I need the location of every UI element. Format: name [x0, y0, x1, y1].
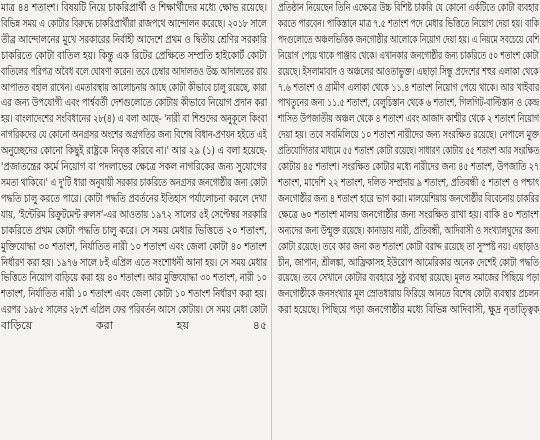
text-line: কোটা রয়েছে। তবে কার জন্য কত শতাংশ কোটা বরাদ্দ রয়েছে তা সুস্পষ্ট নয়। এছাড়াও — [278, 239, 539, 253]
text-line: পাখতুনের জন্য ১১.৫ শতাংশ, বেলুচিস্তান থেকে ৬ শতাংশ, গিলগিট-বাল্টিস্তান ও কেন্দ্র — [278, 96, 539, 110]
text-line: সমতা থাকিবে।' এ দু'টি ধারা অনুযায়ী সরকার চাকরিতে অনগ্রসর জনগোষ্ঠীর জন্য কোটা — [1, 175, 267, 189]
text-line: অন্যদের জন্য উন্মুক্ত রয়েছে। কানাডায় নারী, প্রতিবন্ধী, আদিবাসী ও সংখ্যালঘুদের জন্য — [278, 223, 539, 237]
text-line: যায়, 'ইন্টেরিম রিক্রুটমেন্ট রুলস'-এর আওতায় ১৯৭২ সালের ৫ই সেপ্টেম্বর সরকারি — [1, 207, 267, 221]
text-line: আপাতত বহাল রাখেন। এমতাবস্থায় আলোচনায় আছে কোটা কীভাবে চালু রয়েছে, কারা — [1, 80, 267, 94]
text-line: এরপর ১৯৮৫ সালের ২৮শে এপ্রিল ফের পরিবর্তন আসে কোটায়। সে সময় মেধা কোটা — [1, 303, 267, 317]
text-line: শাসিত উপজাতীয় অঞ্চল থেকে ৪ শতাংশ এবং আজাদ কাশ্মীর থেকে ২ শতাংশ নিয়োগ — [278, 112, 539, 126]
text-line: ৭.৬ শতাংশ ও গ্রামীণ এলাকা থেকে ১১.৪ শতাংশ নিয়োগ পেয়ে থাকে। আর খাইবার — [278, 80, 539, 94]
text-line: বাতিলের পরিপত্র অবৈধ বলে ঘোষণা করেন। তবে চেম্বার আদালতও উচ্চ আদালতের রায় — [1, 64, 267, 78]
text-line: কোটায় ৪৫ শতাংশ। সংরক্ষিত কোটার মধ্যে নারীদের জন্য ৪৫ শতাংশ, উপজাতি ২৭ — [278, 160, 539, 174]
text-line: চাকরিতে কোটা বাতিল হয়। কিন্তু এক রিটের প্রেক্ষিতে সম্প্রতি হাইকোর্ট কোটা — [1, 48, 267, 62]
text-line: দেয়া হয়। তবে সবমিলিয়ে ১০ শতাংশ নারীদের জন্য সংরক্ষিত রয়েছে। নেপালে মুক্ত — [278, 128, 539, 142]
column-divider — [271, 0, 272, 440]
text-line: নাগরিকদের যে কোনো অনগ্রসর অংশের অগ্রগতির জন্য বিশেষ বিধান-প্রণয়ন হইতে এই — [1, 128, 267, 142]
text-line: শতাংশ, মাদেশি ২২ শতাংশ, দলিত সম্প্রদায় ৯ শতাংশ, প্রতিবন্ধী ৫ শতাংশ ও পশ্চাৎ — [278, 175, 539, 189]
text-line: পদ্ধতি চালু করতে পারে। কোটা পদ্ধতি প্রবর্তনের ইতিহাস পর্যালোচনা করলে দেখা — [1, 191, 267, 205]
text-line: নিয়োগ পেয়ে থাকে পাঞ্জাব থেকে। এখানকার জনগোষ্ঠীর জন্য চাকরিতে ৫০ শতাংশ কোটা — [278, 48, 539, 62]
text-line: বিভিন্ন সময় এ কোটার বিরুদ্ধে চাকরিপ্রার্থীরা রাজপথে আন্দোলন করেছে। ২০১৮ সালে — [1, 16, 267, 30]
text-line: রয়েছে। তবে সেখানে কোটার ব্যবহারে সুষ্ঠু ব্যবস্থা রয়েছে। মূলত সমাজের পিছিয়ে পড়া — [278, 271, 539, 285]
text-line: ভিত্তিতে নিয়োগ বাড়িয়ে করা হয় ৪০ শতাংশ। আর মুক্তিযোদ্ধা ৩০ শতাংশ, নারী ১০ — [1, 271, 267, 285]
text-line: চাকরিতে প্রথম কোটা পদ্ধতি চালু করে। সে সময় মেধার ভিত্তিতে ২০ শতাংশ, — [1, 223, 267, 237]
text-line: 'প্রজাতন্ত্রের কর্মে নিয়োগ বা পদলাভের ক্ষেত্রে সকল নাগরিকের জন্য সুযোগের — [1, 160, 267, 174]
text-line: তীব্র আন্দোলনের মুখে সরকারের নির্বাহী আদেশে প্রথম ও দ্বিতীয় শ্রেণির সরকারি — [1, 32, 267, 46]
text-line: জনগোষ্ঠীকে জনসংখ্যার মূল স্রোতধারায় ফিরিয়ে আনতে বিশেষ কোটা ব্যবস্থার প্রচলন — [278, 287, 539, 301]
text-line: মুক্তিযোদ্ধা ৩০ শতাংশ, নির্যাতিত নারী ১০ শতাংশ এবং জেলা কোটা ৪০ শতাংশ — [1, 239, 267, 253]
text-line: করা হয়েছে। পিছিয়ে পড়া জনগোষ্ঠীর মধ্যে বিভিন্ন আদিবাসী, ক্ষুদ্র নৃতাত্ত্বিক — [278, 303, 539, 317]
text-line: প্রতিযোগিতার মাধ্যমে ৫৫ শতাংশ কোটা রয়েছে। সাধারণ কোটায় ৫৫ শতাংশ আর সংরক্ষিত — [278, 144, 539, 158]
text-line: রয়েছে। ইসলামাবাদ ও অঞ্চলের আওতাভুক্ত। এছাড়া সিন্ধু প্রদেশের শহুর এলাকা থেকে — [278, 64, 539, 78]
text-line: শতাংশ, নির্যাতিত নারী ১০ শতাংশ এবং জেলা কোটা ১০ শতাংশ নির্ধারণ করা হয়। — [1, 287, 267, 301]
text-line: বাড়িয়ে করা হয় ৪৫ — [1, 319, 267, 333]
text-line: চীন, জাপান, শ্রীলঙ্কা, আফ্রিকাসহ ইউরোপ আমেরিকার অনেক দেশেই কোটা পদ্ধতি — [278, 255, 539, 269]
text-line: হয়। বাংলাদেশের সংবিধানের ২৮(৪) এ বলা আছে- 'নারী বা শিশুদের অনুকূলে কিংবা — [1, 112, 267, 126]
text-line: পদগুলোতে অঞ্চলভিত্তিক জনগোষ্ঠীর আলোকে নিয়োগ দেয়া হয়। এ নিয়মে সবচেয়ে বেশি — [278, 32, 539, 46]
text-line: এর জন্য উপযোগী এবং পার্শ্ববর্তী দেশগুলোতে কোটায় কীভাবে নিয়োগ প্রদান করা — [1, 96, 267, 110]
text-line: করতে পারবেন। পাকিস্তানে মাত্র ৭.৫ শতাংশ পদে মেধার ভিত্তিতে নিয়োগ দেয়া হয়। বাকি — [278, 16, 539, 30]
article-column-left — [1, 0, 267, 440]
text-line: প্রতিষ্ঠান নিয়েছেন তিনি এক্ষেত্রে উচ্চ বিশিষ্ট চাকরি যে কোনো এর্কটিতে কোটা ব্যবহার — [278, 1, 539, 14]
article-column-right — [278, 0, 539, 440]
text-line: ক্ষেত্রে ৬০ শতাংশ মালয় জনগোষ্ঠীর জন্য সংরক্ষিত রাখা হয়। বাকি ৪০ শতাংশ — [278, 207, 539, 221]
text-line: নির্ধারণ করা হয়। ১৯৭৬ সালে ৮ই এপ্রিল এতে সংশোধনী আনা হয়। সে সময় মেধার — [1, 255, 267, 269]
text-line: মাত্র ৪৪ শতাংশ। বিষয়টি নিয়ে চাকরিপ্রার্থী ও শিক্ষার্থীদের মধ্যে ক্ষোভ রয়েছে। — [1, 1, 267, 14]
text-line: অনুচ্ছেদের কোনো কিছুই রাষ্ট্রকে নিবৃত্ত করিবে না।' আর ২৯ (১) এ বলা হয়েছে- — [1, 144, 267, 158]
text-line: জনগোষ্ঠীর জন্য ৪ শতাংশ হারে ভাগ করা। মালয়েশিয়ায় জনগোষ্ঠীর বিবেচনায় চাকরির — [278, 191, 539, 205]
